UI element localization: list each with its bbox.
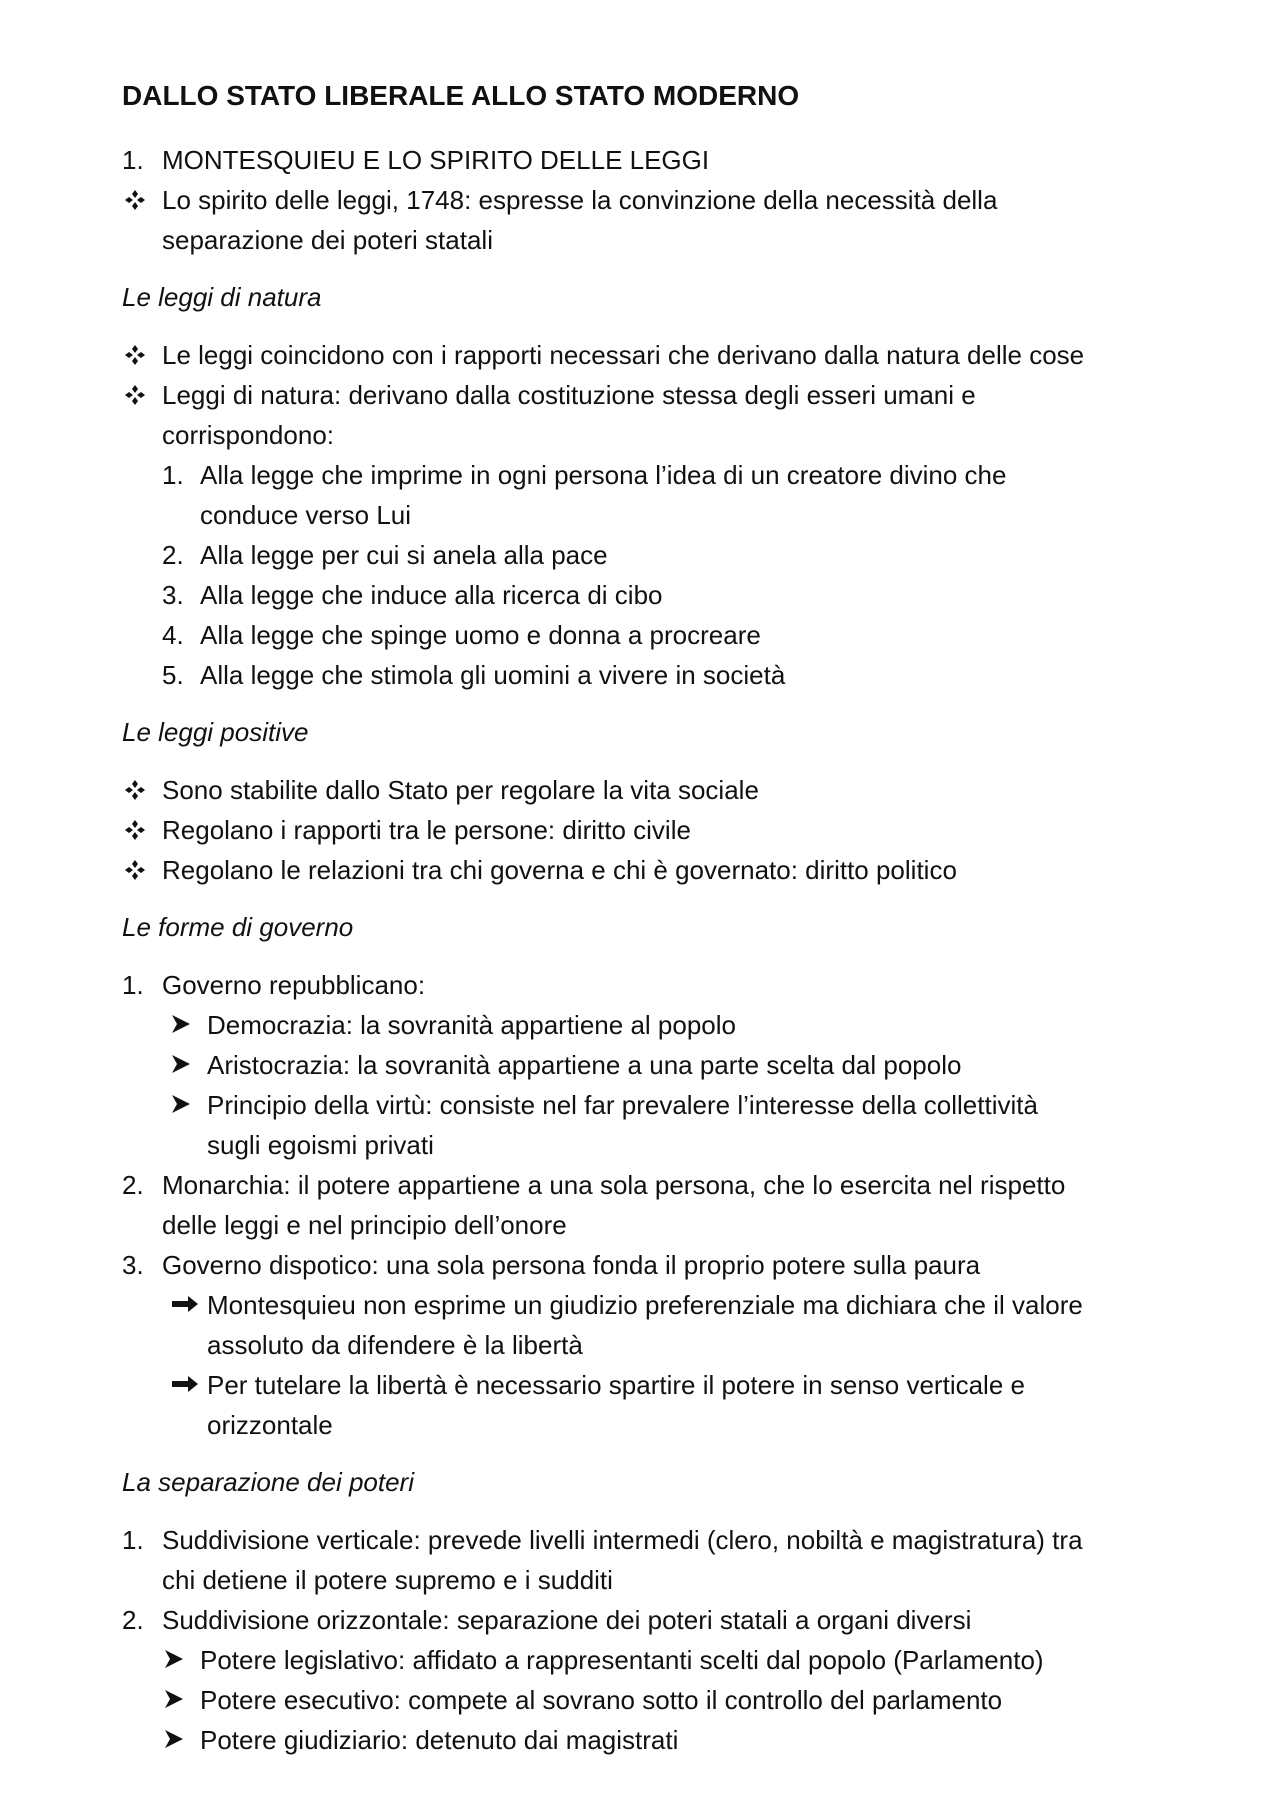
list-item: Suddivisione verticale: prevede livelli intermedi (clero, nobiltà e magistratura) tra <box>162 1525 1083 1555</box>
arrow-item: Per tutelare la libertà è necessario spartire il potere in senso verticale e <box>207 1370 1025 1400</box>
arrow-item: assoluto da difendere è la libertà <box>207 1330 583 1360</box>
page-title: DALLO STATO LIBERALE ALLO STATO MODERNO <box>122 80 800 111</box>
bold-right-arrow-icon <box>170 1294 200 1314</box>
list-item: Suddivisione orizzontale: separazione dei poteri statali a organi diversi <box>162 1605 972 1635</box>
list-number: 1. <box>122 145 144 175</box>
arrowhead-bullet-icon <box>163 1648 185 1670</box>
arrowhead-bullet-icon <box>170 1093 192 1115</box>
list-item: chi detiene il potere supremo e i sudditi <box>162 1565 613 1595</box>
list-number: 5. <box>162 660 184 690</box>
section-heading: Le leggi di natura <box>122 282 322 312</box>
list-number: 2. <box>122 1170 144 1200</box>
sub-item: Potere legislativo: affidato a rappresentanti scelti dal popolo (Parlamento) <box>200 1645 1044 1675</box>
list-item: Alla legge che stimola gli uomini a vivere in società <box>200 660 786 690</box>
sub-item: Principio della virtù: consiste nel far prevalere l’interesse della collettività <box>207 1090 1038 1120</box>
section-heading: Le leggi positive <box>122 717 309 747</box>
bullet-text: Le leggi coincidono con i rapporti necessari che derivano dalla natura delle cose <box>162 340 1085 370</box>
section-heading: La separazione dei poteri <box>122 1467 414 1497</box>
bullet-text: Leggi di natura: derivano dalla costituzione stessa degli esseri umani e <box>162 380 976 410</box>
four-diamond-bullet-icon <box>123 778 147 802</box>
arrowhead-bullet-icon <box>170 1013 192 1035</box>
bullet-text: Regolano i rapporti tra le persone: diritto civile <box>162 815 691 845</box>
arrow-item: orizzontale <box>207 1410 333 1440</box>
bullet-text: Sono stabilite dallo Stato per regolare la vita sociale <box>162 775 759 805</box>
sub-item: sugli egoismi privati <box>207 1130 434 1160</box>
bullet-text: Regolano le relazioni tra chi governa e chi è governato: diritto politico <box>162 855 957 885</box>
four-diamond-bullet-icon <box>123 383 147 407</box>
four-diamond-bullet-icon <box>123 858 147 882</box>
bullet-text: corrispondono: <box>162 420 334 450</box>
list-number: 3. <box>162 580 184 610</box>
section-title: MONTESQUIEU E LO SPIRITO DELLE LEGGI <box>162 145 710 175</box>
arrowhead-bullet-icon <box>163 1728 185 1750</box>
list-item: Governo repubblicano: <box>162 970 426 1000</box>
list-number: 2. <box>122 1605 144 1635</box>
list-number: 2. <box>162 540 184 570</box>
list-item: Governo dispotico: una sola persona fonda il proprio potere sulla paura <box>162 1250 981 1280</box>
list-item: delle leggi e nel principio dell’onore <box>162 1210 567 1240</box>
list-number: 1. <box>122 970 144 1000</box>
section-heading: Le forme di governo <box>122 912 354 942</box>
sub-item: Potere esecutivo: compete al sovrano sotto il controllo del parlamento <box>200 1685 1003 1715</box>
list-item: conduce verso Lui <box>200 500 412 530</box>
list-item: Alla legge che spinge uomo e donna a procreare <box>200 620 761 650</box>
arrowhead-bullet-icon <box>170 1053 192 1075</box>
list-item: Alla legge che imprime in ogni persona l’idea di un creatore divino che <box>200 460 1007 490</box>
sub-item: Potere giudiziario: detenuto dai magistrati <box>200 1725 679 1755</box>
sub-item: Democrazia: la sovranità appartiene al popolo <box>207 1010 736 1040</box>
list-item: Alla legge che induce alla ricerca di cibo <box>200 580 663 610</box>
sub-item: Aristocrazia: la sovranità appartiene a una parte scelta dal popolo <box>207 1050 962 1080</box>
list-number: 4. <box>162 620 184 650</box>
bullet-text: Lo spirito delle leggi, 1748: espresse la convinzione della necessità della <box>162 185 998 215</box>
list-number: 3. <box>122 1250 144 1280</box>
bold-right-arrow-icon <box>170 1374 200 1394</box>
arrowhead-bullet-icon <box>163 1688 185 1710</box>
four-diamond-bullet-icon <box>123 818 147 842</box>
list-number: 1. <box>162 460 184 490</box>
arrow-item: Montesquieu non esprime un giudizio preferenziale ma dichiara che il valore <box>207 1290 1083 1320</box>
list-item: Alla legge per cui si anela alla pace <box>200 540 608 570</box>
four-diamond-bullet-icon <box>123 343 147 367</box>
bullet-text: separazione dei poteri statali <box>162 225 493 255</box>
list-item: Monarchia: il potere appartiene a una sola persona, che lo esercita nel rispetto <box>162 1170 1066 1200</box>
four-diamond-bullet-icon <box>123 188 147 212</box>
list-number: 1. <box>122 1525 144 1555</box>
